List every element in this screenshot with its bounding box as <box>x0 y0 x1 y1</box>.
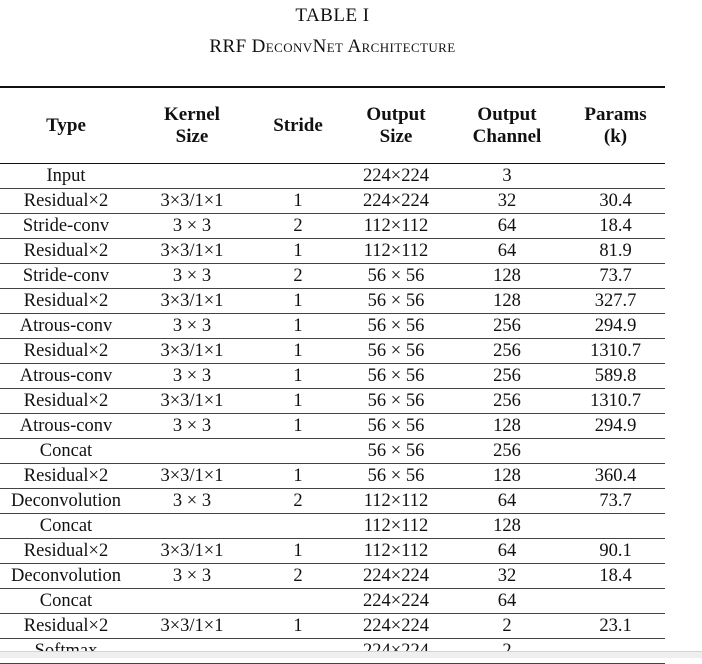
cell-type: Atrous-conv <box>0 364 132 389</box>
cell-type: Residual×2 <box>0 614 132 639</box>
cell-kernel: 3 × 3 <box>132 364 252 389</box>
header-output-size: Output Size <box>344 87 448 164</box>
cell-stride: 1 <box>252 389 344 414</box>
cell-stride: 1 <box>252 539 344 564</box>
cell-kernel <box>132 164 252 189</box>
cell-output-size: 224×224 <box>344 164 448 189</box>
cell-params: 589.8 <box>566 364 665 389</box>
table-row <box>0 439 665 464</box>
header-type: Type <box>0 87 132 164</box>
cell-output-size: 112×112 <box>344 514 448 539</box>
table-row <box>0 264 665 289</box>
cell-params <box>566 589 665 614</box>
cell-stride <box>252 514 344 539</box>
header-stride: Stride <box>252 87 344 164</box>
cell-output-channel: 32 <box>448 189 566 214</box>
cell-output-channel: 3 <box>448 164 566 189</box>
cell-output-channel: 128 <box>448 514 566 539</box>
table-row <box>0 189 665 214</box>
cell-kernel: 3 × 3 <box>132 564 252 589</box>
cell-output-size: 56 × 56 <box>344 289 448 314</box>
cell-output-size: 56 × 56 <box>344 414 448 439</box>
cell-type: Residual×2 <box>0 464 132 489</box>
cell-params: 90.1 <box>566 539 665 564</box>
cell-output-size: 112×112 <box>344 539 448 564</box>
cell-type: Concat <box>0 589 132 614</box>
cell-kernel: 3×3/1×1 <box>132 539 252 564</box>
cell-kernel: 3×3/1×1 <box>132 289 252 314</box>
cell-kernel: 3×3/1×1 <box>132 189 252 214</box>
header-output-channel: Output Channel <box>448 87 566 164</box>
cell-output-size: 56 × 56 <box>344 364 448 389</box>
cell-params: 1310.7 <box>566 389 665 414</box>
table-row <box>0 239 665 264</box>
table-row <box>0 214 665 239</box>
cell-stride: 1 <box>252 464 344 489</box>
cell-stride: 1 <box>252 364 344 389</box>
cell-output-channel: 256 <box>448 389 566 414</box>
cell-kernel: 3×3/1×1 <box>132 339 252 364</box>
cell-params <box>566 439 665 464</box>
cell-kernel: 3×3/1×1 <box>132 614 252 639</box>
cell-output-channel: 2 <box>448 614 566 639</box>
cell-stride: 1 <box>252 189 344 214</box>
cell-output-channel: 128 <box>448 289 566 314</box>
cell-kernel <box>132 514 252 539</box>
cell-output-size: 56 × 56 <box>344 264 448 289</box>
cell-params <box>566 514 665 539</box>
cell-output-size: 56 × 56 <box>344 439 448 464</box>
cell-type: Deconvolution <box>0 564 132 589</box>
cell-params: 23.1 <box>566 614 665 639</box>
cell-kernel: 3×3/1×1 <box>132 239 252 264</box>
cell-output-channel: 128 <box>448 264 566 289</box>
cell-output-size: 112×112 <box>344 489 448 514</box>
cell-kernel: 3 × 3 <box>132 489 252 514</box>
cell-params: 73.7 <box>566 489 665 514</box>
cell-output-size: 112×112 <box>344 239 448 264</box>
cell-output-size: 224×224 <box>344 614 448 639</box>
cell-stride: 1 <box>252 314 344 339</box>
cell-output-channel: 64 <box>448 589 566 614</box>
cell-stride: 1 <box>252 289 344 314</box>
cell-params: 360.4 <box>566 464 665 489</box>
cell-output-size: 56 × 56 <box>344 464 448 489</box>
cell-output-size: 224×224 <box>344 564 448 589</box>
cell-output-channel: 256 <box>448 439 566 464</box>
cell-kernel: 3×3/1×1 <box>132 464 252 489</box>
cell-params: 73.7 <box>566 264 665 289</box>
table-row <box>0 589 665 614</box>
table-row <box>0 414 665 439</box>
table-row <box>0 464 665 489</box>
cell-output-channel: 128 <box>448 464 566 489</box>
cell-output-size: 224×224 <box>344 189 448 214</box>
cell-type: Concat <box>0 439 132 464</box>
cell-kernel: 3 × 3 <box>132 314 252 339</box>
cell-kernel: 3 × 3 <box>132 264 252 289</box>
cell-params: 18.4 <box>566 564 665 589</box>
cell-stride: 2 <box>252 489 344 514</box>
table-row <box>0 514 665 539</box>
cell-output-size: 56 × 56 <box>344 389 448 414</box>
cell-kernel: 3 × 3 <box>132 214 252 239</box>
cell-params: 294.9 <box>566 414 665 439</box>
cell-stride <box>252 439 344 464</box>
cell-stride: 2 <box>252 264 344 289</box>
cell-type: Stride-conv <box>0 214 132 239</box>
cell-kernel: 3 × 3 <box>132 414 252 439</box>
cell-type: Concat <box>0 514 132 539</box>
cell-stride: 2 <box>252 564 344 589</box>
table-row <box>0 364 665 389</box>
table-row <box>0 564 665 589</box>
table-row <box>0 539 665 564</box>
cell-output-size: 112×112 <box>344 214 448 239</box>
table-row <box>0 489 665 514</box>
table-row <box>0 339 665 364</box>
cell-kernel <box>132 439 252 464</box>
cell-type: Residual×2 <box>0 289 132 314</box>
cell-output-size: 56 × 56 <box>344 339 448 364</box>
table-row <box>0 314 665 339</box>
cell-kernel <box>132 589 252 614</box>
cell-output-size: 56 × 56 <box>344 314 448 339</box>
table-body <box>0 164 665 664</box>
cell-type: Stride-conv <box>0 264 132 289</box>
cell-output-channel: 256 <box>448 364 566 389</box>
cell-stride <box>252 589 344 614</box>
cell-stride: 1 <box>252 239 344 264</box>
cell-type: Residual×2 <box>0 239 132 264</box>
cell-type: Residual×2 <box>0 189 132 214</box>
cell-params: 81.9 <box>566 239 665 264</box>
cell-params: 30.4 <box>566 189 665 214</box>
cell-output-channel: 256 <box>448 339 566 364</box>
table-label: TABLE I <box>295 5 370 26</box>
cell-type: Residual×2 <box>0 389 132 414</box>
header-kernel-size: Kernel Size <box>132 87 252 164</box>
cell-output-channel: 256 <box>448 314 566 339</box>
cell-stride <box>252 164 344 189</box>
cell-params: 327.7 <box>566 289 665 314</box>
cell-params: 1310.7 <box>566 339 665 364</box>
cell-type: Input <box>0 164 132 189</box>
table-row <box>0 389 665 414</box>
cell-stride: 1 <box>252 614 344 639</box>
cell-output-channel: 64 <box>448 539 566 564</box>
cell-type: Atrous-conv <box>0 314 132 339</box>
cell-type: Deconvolution <box>0 489 132 514</box>
cell-kernel: 3×3/1×1 <box>132 389 252 414</box>
cell-stride: 2 <box>252 214 344 239</box>
table-title: RRF DeconvNet Architecture <box>209 36 456 57</box>
cell-params <box>566 164 665 189</box>
header-row <box>0 87 665 164</box>
cell-output-channel: 64 <box>448 239 566 264</box>
cell-type: Atrous-conv <box>0 414 132 439</box>
cell-params: 18.4 <box>566 214 665 239</box>
cell-type: Residual×2 <box>0 339 132 364</box>
cell-output-channel: 128 <box>448 414 566 439</box>
cell-params: 294.9 <box>566 314 665 339</box>
cell-stride: 1 <box>252 339 344 364</box>
table-row <box>0 614 665 639</box>
cell-output-size: 224×224 <box>344 589 448 614</box>
cell-type: Residual×2 <box>0 539 132 564</box>
cell-output-channel: 64 <box>448 489 566 514</box>
table-row <box>0 164 665 189</box>
header-params: Params (k) <box>566 87 665 164</box>
cell-output-channel: 32 <box>448 564 566 589</box>
architecture-table <box>0 86 665 664</box>
table-row <box>0 289 665 314</box>
cell-output-channel: 64 <box>448 214 566 239</box>
cell-stride: 1 <box>252 414 344 439</box>
